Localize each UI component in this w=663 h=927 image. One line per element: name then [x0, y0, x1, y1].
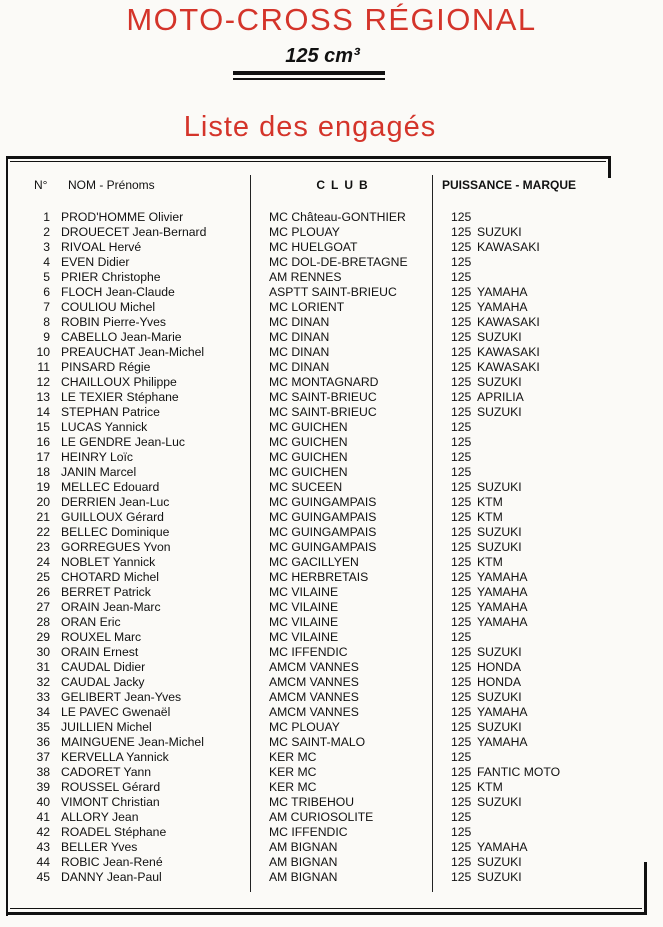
entrant-brand: APRILIA	[477, 390, 524, 404]
entrant-name: LE GENDRE Jean-Luc	[61, 435, 185, 449]
entrant-name: NOBLET Yannick	[61, 555, 156, 569]
entrant-number: 45	[36, 870, 50, 884]
entrant-club: MC PLOUAY	[269, 720, 340, 734]
entrant-brand: FANTIC MOTO	[477, 765, 561, 779]
entrant-club: MC Château-GONTHIER	[269, 210, 406, 224]
entrant-club: MC SAINT-BRIEUC	[269, 390, 377, 404]
title-underline-thick	[233, 71, 385, 75]
entrant-club: AMCM VANNES	[269, 660, 359, 674]
entrant-number: 2	[43, 225, 50, 239]
entrant-name: COULIOU Michel	[61, 300, 156, 314]
entrant-name: CAUDAL Jacky	[61, 675, 145, 689]
entrant-club: MC DOL-DE-BRETAGNE	[269, 255, 408, 269]
entrant-number: 23	[36, 540, 50, 554]
entrant-number: 10	[36, 345, 50, 359]
table-row	[0, 795, 663, 810]
entrant-name: JUILLIEN Michel	[61, 720, 152, 734]
frame-bottom-border	[6, 912, 646, 915]
entrant-brand: SUZUKI	[477, 720, 522, 734]
entrant-number: 12	[36, 375, 50, 389]
table-row	[0, 690, 663, 705]
entrant-displacement: 125	[451, 495, 472, 509]
entrant-club: MC GUINGAMPAIS	[269, 540, 377, 554]
entrant-displacement: 125	[451, 450, 472, 464]
entrant-brand: SUZUKI	[477, 330, 522, 344]
entrant-displacement: 125	[451, 390, 472, 404]
entrant-number: 41	[36, 810, 50, 824]
entrant-name: CHOTARD Michel	[61, 570, 159, 584]
entrant-club: MC GUICHEN	[269, 420, 348, 434]
entrant-brand: YAMAHA	[477, 300, 528, 314]
entrant-displacement: 125	[451, 870, 472, 884]
entrant-club: KER MC	[269, 750, 317, 764]
table-row	[0, 735, 663, 750]
entrant-displacement: 125	[451, 735, 472, 749]
entrant-name: CADORET Yann	[61, 765, 152, 779]
entrant-club: MC LORIENT	[269, 300, 345, 314]
entrant-number: 20	[36, 495, 50, 509]
entrant-name: KERVELLA Yannick	[61, 750, 169, 764]
entrant-brand: KAWASAKI	[477, 360, 540, 374]
entrant-club: MC DINAN	[269, 315, 330, 329]
entrant-club: AM BIGNAN	[269, 855, 338, 869]
entrant-number: 16	[36, 435, 50, 449]
entrant-brand: SUZUKI	[477, 525, 522, 539]
entrant-name: LE TEXIER Stéphane	[61, 390, 179, 404]
entrant-brand: SUZUKI	[477, 870, 522, 884]
entrant-club: MC GACILLYEN	[269, 555, 359, 569]
entrant-displacement: 125	[451, 615, 472, 629]
entrant-name: EVEN Didier	[61, 255, 130, 269]
table-row	[0, 660, 663, 675]
entrant-displacement: 125	[451, 810, 472, 824]
entrant-club: MC DINAN	[269, 345, 330, 359]
entrant-club: AM BIGNAN	[269, 840, 338, 854]
entrant-number: 21	[36, 510, 50, 524]
entrant-name: DANNY Jean-Paul	[61, 870, 162, 884]
entrant-club: MC VILAINE	[269, 585, 339, 599]
entrant-name: DROUECET Jean-Bernard	[61, 225, 207, 239]
entrant-displacement: 125	[451, 270, 472, 284]
entrant-number: 6	[43, 285, 50, 299]
entrant-brand: SUZUKI	[477, 645, 522, 659]
entrant-brand: SUZUKI	[477, 375, 522, 389]
table-row	[0, 615, 663, 630]
entrant-brand: SUZUKI	[477, 690, 522, 704]
entrant-number: 17	[36, 450, 50, 464]
entrant-name: CAUDAL Didier	[61, 660, 146, 674]
entrant-brand: SUZUKI	[477, 855, 522, 869]
entrant-name: ORAIN Jean-Marc	[61, 600, 161, 614]
entrant-name: JANIN Marcel	[61, 465, 137, 479]
table-row	[0, 585, 663, 600]
table-row	[0, 525, 663, 540]
entrant-number: 25	[36, 570, 50, 584]
entrant-name: PROD'HOMME Olivier	[61, 210, 184, 224]
entrant-club: MC SAINT-MALO	[269, 735, 366, 749]
entrant-name: BELLER Yves	[61, 840, 138, 854]
entrant-number: 1	[43, 210, 50, 224]
entrant-brand: KAWASAKI	[477, 240, 540, 254]
entrant-displacement: 125	[451, 750, 472, 764]
entrant-brand: SUZUKI	[477, 480, 522, 494]
entrant-displacement: 125	[451, 225, 472, 239]
entrant-name: VIMONT Christian	[61, 795, 160, 809]
table-row	[0, 675, 663, 690]
table-row	[0, 855, 663, 870]
entrant-brand: HONDA	[477, 660, 522, 674]
entrant-displacement: 125	[451, 285, 472, 299]
table-row	[0, 630, 663, 645]
table-row	[0, 315, 663, 330]
entrant-brand: SUZUKI	[477, 405, 522, 419]
entrant-displacement: 125	[451, 600, 472, 614]
entrant-displacement: 125	[451, 780, 472, 794]
entrant-name: BERRET Patrick	[61, 585, 151, 599]
table-row	[0, 510, 663, 525]
entrant-number: 43	[36, 840, 50, 854]
entrant-name: ROBIC Jean-René	[61, 855, 163, 869]
entrant-brand: KTM	[477, 555, 503, 569]
entrant-number: 33	[36, 690, 50, 704]
entrant-brand: SUZUKI	[477, 795, 522, 809]
entrant-club: MC SAINT-BRIEUC	[269, 405, 377, 419]
table-row	[0, 870, 663, 885]
entrant-name: PINSARD Régie	[61, 360, 151, 374]
entrant-club: MC IFFENDIC	[269, 645, 348, 659]
column-header-number: N°	[34, 178, 48, 192]
entrant-name: FLOCH Jean-Claude	[61, 285, 175, 299]
table-row	[0, 240, 663, 255]
entrant-club: AMCM VANNES	[269, 705, 359, 719]
entrant-name: BELLEC Dominique	[61, 525, 170, 539]
table-row	[0, 495, 663, 510]
entrant-displacement: 125	[451, 405, 472, 419]
entrant-name: MAINGUENE Jean-Michel	[61, 735, 204, 749]
entrant-brand: KTM	[477, 780, 503, 794]
table-row	[0, 465, 663, 480]
table-row	[0, 705, 663, 720]
entrant-brand: SUZUKI	[477, 225, 522, 239]
entrant-displacement: 125	[451, 765, 472, 779]
page-title: MOTO-CROSS RÉGIONAL	[126, 2, 537, 37]
entrant-number: 39	[36, 780, 50, 794]
entrant-club: MC GUINGAMPAIS	[269, 495, 377, 509]
entrant-number: 29	[36, 630, 50, 644]
entrant-brand: SUZUKI	[477, 540, 522, 554]
entrant-name: ORAIN Ernest	[61, 645, 139, 659]
entrant-number: 28	[36, 615, 50, 629]
entrant-displacement: 125	[451, 525, 472, 539]
table-row	[0, 840, 663, 855]
entrant-brand: KTM	[477, 495, 503, 509]
entrant-displacement: 125	[451, 420, 472, 434]
entrant-displacement: 125	[451, 585, 472, 599]
entrant-name: MELLEC Edouard	[61, 480, 160, 494]
entrant-club: AM BIGNAN	[269, 870, 338, 884]
entrant-club: AM RENNES	[269, 270, 342, 284]
entrant-number: 27	[36, 600, 50, 614]
entrant-number: 7	[43, 300, 50, 314]
entrant-number: 37	[36, 750, 50, 764]
entrant-displacement: 125	[451, 795, 472, 809]
entrant-displacement: 125	[451, 375, 472, 389]
frame-bottom-border-inner	[10, 908, 642, 909]
entrant-brand: YAMAHA	[477, 705, 528, 719]
entrant-name: LUCAS Yannick	[61, 420, 148, 434]
entrant-club: MC TRIBEHOU	[269, 795, 355, 809]
table-row	[0, 420, 663, 435]
entrant-club: MC DINAN	[269, 360, 330, 374]
list-title: Liste des engagés	[183, 111, 437, 143]
entrant-displacement: 125	[451, 465, 472, 479]
entrant-brand: KAWASAKI	[477, 315, 540, 329]
entrant-displacement: 125	[451, 675, 472, 689]
entrant-list	[0, 210, 663, 885]
entrant-displacement: 125	[451, 825, 472, 839]
table-row	[0, 540, 663, 555]
entrant-club: MC SUCEEN	[269, 480, 343, 494]
entrant-number: 22	[36, 525, 50, 539]
entrant-club: MC VILAINE	[269, 615, 339, 629]
entrant-number: 19	[36, 480, 50, 494]
table-row	[0, 765, 663, 780]
entrant-number: 26	[36, 585, 50, 599]
entrant-displacement: 125	[451, 315, 472, 329]
entrant-name: DERRIEN Jean-Luc	[61, 495, 170, 509]
entrant-number: 8	[43, 315, 50, 329]
entrant-brand: HONDA	[477, 675, 522, 689]
entrant-brand: YAMAHA	[477, 570, 528, 584]
entrant-brand: YAMAHA	[477, 585, 528, 599]
entrant-number: 31	[36, 660, 50, 674]
frame-top-border-inner	[10, 161, 606, 162]
entrant-number: 44	[36, 855, 50, 869]
entrant-name: ORAN Eric	[61, 615, 121, 629]
entrant-displacement: 125	[451, 645, 472, 659]
entrant-name: GUILLOUX Gérard	[61, 510, 164, 524]
entrant-brand: YAMAHA	[477, 840, 528, 854]
entrant-name: LE PAVEC Gwenaël	[61, 705, 171, 719]
table-row	[0, 255, 663, 270]
table-row	[0, 360, 663, 375]
table-row	[0, 645, 663, 660]
entrant-brand: YAMAHA	[477, 615, 528, 629]
column-header-brand: PUISSANCE - MARQUE	[442, 178, 577, 192]
entrant-displacement: 125	[451, 435, 472, 449]
entrant-number: 35	[36, 720, 50, 734]
entrant-displacement: 125	[451, 660, 472, 674]
entrant-club: MC GUICHEN	[269, 435, 348, 449]
entrant-club: MC GUINGAMPAIS	[269, 525, 377, 539]
table-row	[0, 720, 663, 735]
table-row	[0, 480, 663, 495]
column-header-club: CLUB	[316, 178, 374, 192]
entrant-number: 13	[36, 390, 50, 404]
entrant-number: 4	[43, 255, 50, 269]
entrant-club: MC VILAINE	[269, 600, 339, 614]
entrant-name: STEPHAN Patrice	[61, 405, 160, 419]
entrant-displacement: 125	[451, 630, 472, 644]
entrant-club: MC GUINGAMPAIS	[269, 510, 377, 524]
entrant-club: AMCM VANNES	[269, 690, 359, 704]
table-row	[0, 225, 663, 240]
frame-top-border	[6, 156, 610, 159]
entrant-brand: YAMAHA	[477, 285, 528, 299]
entrant-club: ASPTT SAINT-BRIEUC	[269, 285, 397, 299]
frame-right-top-border	[608, 156, 611, 178]
table-row	[0, 555, 663, 570]
table-row	[0, 330, 663, 345]
entrant-name: CABELLO Jean-Marie	[61, 330, 182, 344]
entrant-number: 36	[36, 735, 50, 749]
page-subtitle: 125 cm³	[285, 45, 360, 67]
entrant-number: 11	[37, 360, 50, 374]
table-row	[0, 210, 663, 225]
entrant-club: KER MC	[269, 765, 317, 779]
table-row	[0, 300, 663, 315]
entrant-displacement: 125	[451, 255, 472, 269]
entrant-name: ROBIN Pierre-Yves	[61, 315, 166, 329]
entrant-name: GELIBERT Jean-Yves	[61, 690, 182, 704]
entrant-displacement: 125	[451, 555, 472, 569]
entrant-number: 42	[36, 825, 50, 839]
entrant-number: 24	[36, 555, 50, 569]
entrant-club: MC VILAINE	[269, 630, 339, 644]
table-row	[0, 390, 663, 405]
entrant-club: MC DINAN	[269, 330, 330, 344]
table-row	[0, 285, 663, 300]
entrant-name: CHAILLOUX Philippe	[61, 375, 177, 389]
entrant-name: HEINRY Loïc	[61, 450, 134, 464]
table-row	[0, 375, 663, 390]
entrant-number: 30	[36, 645, 50, 659]
entrant-number: 5	[43, 270, 50, 284]
entrant-number: 32	[36, 675, 50, 689]
entrant-name: ROUSSEL Gérard	[61, 780, 161, 794]
entrant-displacement: 125	[451, 300, 472, 314]
entrant-number: 3	[43, 240, 50, 254]
entrant-displacement: 125	[451, 360, 472, 374]
title-underline-thin	[233, 78, 385, 80]
entrant-displacement: 125	[451, 540, 472, 554]
entrant-displacement: 125	[451, 570, 472, 584]
entrant-displacement: 125	[451, 690, 472, 704]
entrant-brand: YAMAHA	[477, 600, 528, 614]
entrant-name: ROUXEL Marc	[61, 630, 142, 644]
entrant-name: PRIER Christophe	[61, 270, 161, 284]
entrant-name: ROADEL Stéphane	[61, 825, 167, 839]
table-row	[0, 345, 663, 360]
entrant-name: PREAUCHAT Jean-Michel	[61, 345, 205, 359]
table-row	[0, 570, 663, 585]
entrant-displacement: 125	[451, 240, 472, 254]
entrant-club: MC HUELGOAT	[269, 240, 358, 254]
entrant-club: MC GUICHEN	[269, 465, 348, 479]
entrant-displacement: 125	[451, 345, 472, 359]
entrant-displacement: 125	[451, 210, 472, 224]
table-row	[0, 750, 663, 765]
entrant-number: 38	[36, 765, 50, 779]
column-header-name: NOM - Prénoms	[68, 178, 155, 192]
entrant-club: MC IFFENDIC	[269, 825, 348, 839]
entrant-number: 18	[36, 465, 50, 479]
entrant-number: 40	[36, 795, 50, 809]
entrant-brand: KTM	[477, 510, 503, 524]
entrant-brand: YAMAHA	[477, 735, 528, 749]
table-row	[0, 270, 663, 285]
entrant-number: 15	[36, 420, 50, 434]
table-row	[0, 450, 663, 465]
entrant-displacement: 125	[451, 330, 472, 344]
entrant-number: 9	[43, 330, 50, 344]
entrant-club: AMCM VANNES	[269, 675, 359, 689]
entrant-number: 14	[36, 405, 50, 419]
entrant-name: GORREGUES Yvon	[61, 540, 171, 554]
table-row	[0, 780, 663, 795]
table-row	[0, 825, 663, 840]
entrant-displacement: 125	[451, 855, 472, 869]
entrant-club: MC GUICHEN	[269, 450, 348, 464]
entrant-name: RIVOAL Hervé	[61, 240, 142, 254]
entrant-displacement: 125	[451, 705, 472, 719]
entrant-club: AM CURIOSOLITE	[269, 810, 374, 824]
entrant-club: MC MONTAGNARD	[269, 375, 379, 389]
entrant-club: MC HERBRETAIS	[269, 570, 369, 584]
entrant-club: KER MC	[269, 780, 317, 794]
entrant-displacement: 125	[451, 840, 472, 854]
entrant-number: 34	[36, 705, 50, 719]
entrant-name: ALLORY Jean	[61, 810, 139, 824]
table-row	[0, 600, 663, 615]
entrant-displacement: 125	[451, 720, 472, 734]
table-row	[0, 405, 663, 420]
table-row	[0, 435, 663, 450]
entrant-displacement: 125	[451, 480, 472, 494]
entrant-displacement: 125	[451, 510, 472, 524]
entrant-brand: KAWASAKI	[477, 345, 540, 359]
table-row	[0, 810, 663, 825]
entrant-club: MC PLOUAY	[269, 225, 340, 239]
